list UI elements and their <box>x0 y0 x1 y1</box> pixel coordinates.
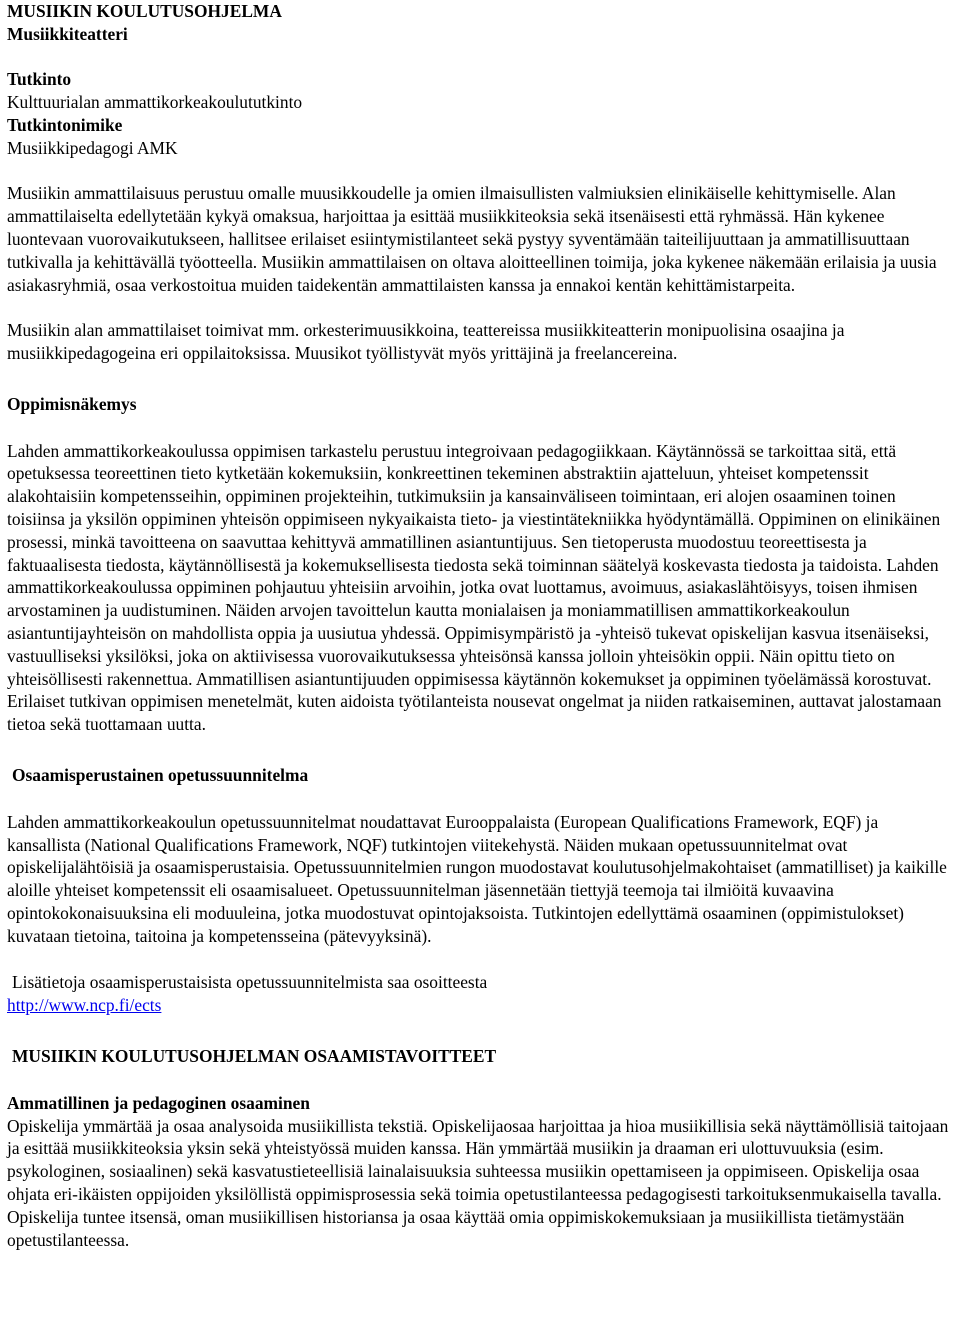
curriculum-paragraph: Lahden ammattikorkeakoulun opetussuunnitelmat noudattavat Eurooppalaista (European Qualifications Framework, EQF) ja kansallista (National Qualifications Framework, NQF) tutkintojen viitekehystä. Näiden mukaan opetussuunnitelmat ovat opiskelijalähtöisiä ja osaamisperustaisia. Opetussuunnitelmien rungon muodostavat koulutusohjelmakohtaiset (ammatilliset) ja kaikille aloille yhteiset kompetenssit eli osaamisalueet. Opetussuunnitelman jäsennetään tiettyjä teemoja tai ilmiöitä kuvaavina opintokokonaisuuksina eli moduuleina, jotka muodostuvat opintojaksoista. Tutkintojen edellyttämä osaaminen (oppimistulokset) kuvataan tietoina, taitoina ja kompetensseina (pätevyyksinä). <box>7 811 947 946</box>
document-title: MUSIIKIN KOULUTUSOHJELMA <box>7 1 282 21</box>
learning-paragraph: Lahden ammattikorkeakoulussa oppimisen tarkastelu perustuu integroivaan pedagogiikkaan. Käytännössä se tarkoittaa sitä, että opetuksessa teoreettinen tieto kytketään kokemuksiin, konkreettinen tekeminen abstraktiin ajatteluun, yhteiset kompetenssit alakohtaisiin kompetensseihin, oppiminen projekteihin, tutkimuksiin ja kansainväliseen toimintaan, eri alojen osaaminen toinen toisiinsa ja yksilön oppiminen yhteisön oppimiseen nykyaikaista tieto- ja viestintätekniikka hyödyntämällä. Oppiminen on elinikäinen prosessi, minkä tavoitteena on saavuttaa kehittyvä ammatillinen asiantuntijuus. Sen tietoperusta muodostuu teoreettisesta ja faktuaalisesta tiedosta, käytännöllisestä ja kokemuksellisesta tiedosta sekä toiminnan säätelyä koskevasta tiedosta ja taidoista. Lahden ammattikorkeakoulussa oppiminen pohjautuu yhteisiin arvoihin, jotka ovat luottamus, avoimuus, asiakaslähtöisyys, toisen ihmisen arvostaminen ja uudistuminen. Näiden arvojen tavoittelun kautta monialaisen ja moniammatillisen ammattikorkeakoulun asiantuntijayhteisön on mahdollista oppia ja uusiutua yhdessä. Oppimisympäristö ja -yhteisö tukevat opiskelijan kasvua itsenäiseksi, vastuulliseksi yksilöksi, joka on aktiivisessa vuorovaikutuksessa yhteisönsä kanssa jolloin yhteisökin oppii. Näin opittu tieto on yhteisöllisesti rakennettua. Ammatillisen asiantuntijuuden oppimisessa käytännön kokemukset ja oppiminen työelämässä korostuvat. Erilaiset tutkivan oppimisen menetelmät, kuten aidoista työtilanteista nousevat ongelmat ja niiden ratkaiseminen, auttavat jalostamaan tietoa sekä tuottamaan uutta. <box>7 440 942 735</box>
degree-title-label: Tutkintonimike <box>7 114 123 135</box>
goals-paragraph: Opiskelija ymmärtää ja osaa analysoida musiikillista tekstiä. Opiskelijaosaa harjoittaa ja hioa musiikillisia sekä näyttämöllisiä taitojaan ja esittää musiikkiteoksia yksin sekä yhteistyössä muiden kanssa. Hän ymmärtää musiikin ja draaman eri ulottuvuuksia (esim. psykologinen, sosiaalinen) sekä kasvatustieteellisiä lainalaisuuksia suhteessa musiikin opettamiseen ja oppimiseen. Opiskelija osaa ohjata eri-ikäisten oppijoiden yksilöllistä oppimisprosessia sekä toimia opetustilanteessa pedagogisesti tarkoituksenmukaisella tavalla. Opiskelija tuntee itsensä, oman musiikillisen historiansa ja osaa käyttää omia oppimiskokemuksiaan ja musiikillista tietämystään opetustilanteessa. <box>7 1115 949 1250</box>
curriculum-heading: Osaamisperustainen opetussuunnitelma <box>12 764 309 785</box>
document-subtitle: Musiikkiteatteri <box>7 23 128 44</box>
goals-subheading: Ammatillinen ja pedagoginen osaaminen <box>7 1092 310 1113</box>
goals-heading: MUSIIKIN KOULUTUSOHJELMAN OSAAMISTAVOITTEET <box>12 1046 497 1067</box>
ects-link[interactable]: http://www.ncp.fi/ects <box>7 995 162 1016</box>
degree-label: Tutkinto <box>7 69 72 90</box>
learning-heading: Oppimisnäkemys <box>7 393 137 414</box>
careers-paragraph: Musiikin alan ammattilaiset toimivat mm. orkesterimuusikkoina, teattereissa musiikkiteatterin monipuolisina osaajina ja musiikkipedagogeina eri oppilaitoksissa. Muusikot työllistyvät myös yrittäjinä ja freelancereina. <box>7 320 845 363</box>
intro-paragraph: Musiikin ammattilaisuus perustuu omalle muusikkoudelle ja omien ilmaisullisten valmiuksien elinikäiselle kehittymiselle. Alan ammattilaiselta edellytetään kykyä omaksua, harjoittaa ja esittää musiikkiteoksia sekä itsenäisesti että ryhmässä. Hän kykenee luontevaan vuorovaikutukseen, hallitsee erilaiset esiintymistilanteet sekä pystyy syventämään taiteilijuuttaan ja ammatillisuuttaan tutkivalla ja kehittävällä työotteella. Musiikin ammattilaisen on oltava aloitteellinen toimija, joka kykenee näkemään erilaisia ja uusia asiakasryhmiä, osaa verkostoitua muiden taidekentän ammattilaisten kanssa ja ennakoi kentän kehittämistarpeita. <box>7 183 937 295</box>
more-info-text: Lisätietoja osaamisperustaisista opetussuunnitelmista saa osoitteesta <box>12 972 488 993</box>
degree-value: Kulttuurialan ammattikorkeakoulututkinto <box>7 92 303 113</box>
degree-title-value: Musiikkipedagogi AMK <box>7 137 178 158</box>
